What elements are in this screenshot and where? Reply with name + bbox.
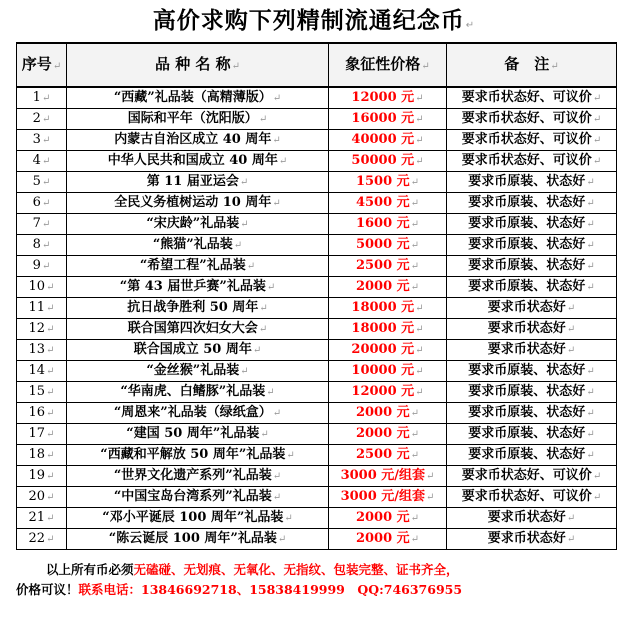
cell-price: 18000 元↵ [329, 319, 447, 340]
paragraph-mark-icon: ↵ [410, 177, 420, 188]
table-row [17, 109, 617, 130]
cell-price: 2000 元↵ [329, 277, 447, 298]
cell-no: 5↵ [17, 172, 67, 193]
cell-price: 12000 元↵ [329, 87, 447, 109]
cell-no: 1↵ [17, 87, 67, 109]
cell-note: 要求币原装、状态好↵ [447, 361, 617, 382]
paragraph-mark-icon: ↵ [46, 282, 55, 293]
cell-name: “希望工程”礼品装↵ [67, 256, 329, 277]
paragraph-mark-icon: ↵ [421, 60, 430, 72]
table-row [17, 340, 617, 361]
paragraph-mark-icon: ↵ [272, 492, 282, 503]
paragraph-mark-icon: ↵ [415, 93, 424, 104]
footer-note [16, 560, 616, 600]
paragraph-mark-icon: ↵ [52, 60, 62, 72]
table-row [17, 445, 617, 466]
paragraph-mark-icon: ↵ [260, 429, 269, 440]
cell-note: 要求币原装、状态好↵ [447, 214, 617, 235]
table-row [17, 214, 617, 235]
paragraph-mark-icon: ↵ [286, 450, 295, 461]
cell-note: 要求币原装、状态好↵ [447, 277, 617, 298]
paragraph-mark-icon: ↵ [272, 471, 282, 482]
paragraph-mark-icon: ↵ [46, 366, 55, 377]
footer-negotiable: 价格可议！ [16, 582, 79, 597]
cell-name: “西藏”礼品装（高精薄版）↵ [67, 87, 329, 109]
header-no: 序号↵ [17, 43, 67, 87]
paragraph-mark-icon: ↵ [415, 114, 424, 125]
paragraph-mark-icon: ↵ [566, 324, 576, 335]
cell-note: 要求币状态好↵ [447, 340, 617, 361]
paragraph-mark-icon: ↵ [272, 198, 281, 209]
cell-note: 要求币原装、状态好↵ [447, 445, 617, 466]
paragraph-mark-icon: ↵ [592, 135, 602, 146]
table-row [17, 403, 617, 424]
paragraph-mark-icon: ↵ [586, 198, 595, 209]
paragraph-mark-icon: ↵ [410, 513, 420, 524]
paragraph-mark-icon: ↵ [586, 261, 595, 272]
paragraph-mark-icon: ↵ [465, 20, 476, 31]
paragraph-mark-icon: ↵ [410, 282, 420, 293]
header-note: 备 注↵ [447, 43, 617, 87]
paragraph-mark-icon: ↵ [278, 156, 288, 167]
paragraph-mark-icon: ↵ [586, 366, 595, 377]
paragraph-mark-icon: ↵ [410, 534, 420, 545]
cell-no: 8↵ [17, 235, 67, 256]
cell-price: 5000 元↵ [329, 235, 447, 256]
cell-price: 3000 元/组套↵ [329, 487, 447, 508]
paragraph-mark-icon: ↵ [46, 408, 55, 419]
table-row [17, 235, 617, 256]
cell-note: 要求币状态好、可议价↵ [447, 151, 617, 172]
cell-price: 10000 元↵ [329, 361, 447, 382]
table-row [17, 508, 617, 529]
cell-name: “第 43 届世乒赛”礼品装↵ [67, 277, 329, 298]
paragraph-mark-icon: ↵ [586, 450, 595, 461]
paragraph-mark-icon: ↵ [410, 240, 420, 251]
paragraph-mark-icon: ↵ [258, 324, 268, 335]
footer-contact: 联系电话：13846692718、15838419999 QQ:746376955 [78, 582, 463, 597]
cell-note: 要求币状态好、可议价↵ [447, 87, 617, 109]
paragraph-mark-icon: ↵ [46, 324, 55, 335]
cell-name: “金丝猴”礼品装↵ [67, 361, 329, 382]
cell-note: 要求币原装、状态好↵ [447, 235, 617, 256]
paragraph-mark-icon: ↵ [415, 387, 424, 398]
table-row [17, 87, 617, 109]
cell-note: 要求币状态好、可议价↵ [447, 466, 617, 487]
paragraph-mark-icon: ↵ [41, 177, 51, 188]
cell-no: 6↵ [17, 193, 67, 214]
cell-name: “邓小平诞辰 100 周年”礼品装↵ [67, 508, 329, 529]
cell-price: 18000 元↵ [329, 298, 447, 319]
cell-note: 要求币状态好↵ [447, 298, 617, 319]
table-row [17, 382, 617, 403]
cell-note: 要求币原装、状态好↵ [447, 382, 617, 403]
cell-price: 2500 元↵ [329, 445, 447, 466]
cell-name: 内蒙古自治区成立 40 周年↵ [67, 130, 329, 151]
cell-name: 联合国第四次妇女大会↵ [67, 319, 329, 340]
cell-note: 要求币状态好、可议价↵ [447, 109, 617, 130]
paragraph-mark-icon: ↵ [410, 198, 420, 209]
paragraph-mark-icon: ↵ [46, 492, 55, 503]
cell-note: 要求币状态好、可议价↵ [447, 487, 617, 508]
cell-name: “华南虎、白鳍豚”礼品装↵ [67, 382, 329, 403]
cell-name: “熊猫”礼品装↵ [67, 235, 329, 256]
paragraph-mark-icon: ↵ [46, 345, 55, 356]
cell-no: 11↵ [17, 298, 67, 319]
paragraph-mark-icon: ↵ [586, 429, 595, 440]
cell-no: 4↵ [17, 151, 67, 172]
table-row [17, 529, 617, 550]
paragraph-mark-icon: ↵ [592, 471, 602, 482]
cell-no: 3↵ [17, 130, 67, 151]
cell-note: 要求币原装、状态好↵ [447, 256, 617, 277]
paragraph-mark-icon: ↵ [46, 450, 55, 461]
cell-name: 全民义务植树运动 10 周年↵ [67, 193, 329, 214]
cell-note: 要求币原装、状态好↵ [447, 193, 617, 214]
cell-price: 2000 元↵ [329, 424, 447, 445]
cell-no: 21↵ [17, 508, 67, 529]
paragraph-mark-icon: ↵ [586, 408, 595, 419]
cell-name: 抗日战争胜利 50 周年↵ [67, 298, 329, 319]
paragraph-mark-icon: ↵ [415, 156, 424, 167]
footer-line-2 [16, 580, 616, 600]
cell-no: 16↵ [17, 403, 67, 424]
cell-name: “周恩来”礼品装（绿纸盒）↵ [67, 403, 329, 424]
paragraph-mark-icon: ↵ [41, 198, 51, 209]
cell-price: 40000 元↵ [329, 130, 447, 151]
paragraph-mark-icon: ↵ [415, 303, 424, 314]
paragraph-mark-icon: ↵ [246, 261, 256, 272]
cell-price: 3000 元/组套↵ [329, 466, 447, 487]
page-title [0, 4, 628, 38]
cell-name: “陈云诞辰 100 周年”礼品装↵ [67, 529, 329, 550]
cell-price: 4500 元↵ [329, 193, 447, 214]
footer-line-1 [16, 560, 616, 580]
paragraph-mark-icon: ↵ [415, 345, 424, 356]
paragraph-mark-icon: ↵ [410, 408, 420, 419]
cell-name: “宋庆龄”礼品装↵ [67, 214, 329, 235]
paragraph-mark-icon: ↵ [586, 177, 595, 188]
paragraph-mark-icon: ↵ [426, 471, 435, 482]
table-row [17, 130, 617, 151]
paragraph-mark-icon: ↵ [592, 156, 602, 167]
cell-name: 国际和平年（沈阳版）↵ [67, 109, 329, 130]
paragraph-mark-icon: ↵ [231, 60, 241, 72]
table-header-row [17, 43, 617, 87]
paragraph-mark-icon: ↵ [586, 387, 595, 398]
paragraph-mark-icon: ↵ [415, 324, 424, 335]
cell-name: 中华人民共和国成立 40 周年↵ [67, 151, 329, 172]
cell-note: 要求币状态好↵ [447, 529, 617, 550]
cell-name: “中国宝岛台湾系列”礼品装↵ [67, 487, 329, 508]
cell-name: “建国 50 周年”礼品装↵ [67, 424, 329, 445]
paragraph-mark-icon: ↵ [586, 240, 595, 251]
paragraph-mark-icon: ↵ [259, 303, 268, 314]
cell-no: 13↵ [17, 340, 67, 361]
table-row [17, 151, 617, 172]
coin-list-table [16, 42, 617, 550]
cell-note: 要求币原装、状态好↵ [447, 424, 617, 445]
paragraph-mark-icon: ↵ [41, 93, 51, 104]
table-row [17, 424, 617, 445]
cell-name: 第 11 届亚运会↵ [67, 172, 329, 193]
paragraph-mark-icon: ↵ [566, 534, 576, 545]
title-text: 高价求购下列精制流通纪念币 [152, 8, 465, 34]
cell-price: 12000 元↵ [329, 382, 447, 403]
table-row [17, 298, 617, 319]
paragraph-mark-icon: ↵ [586, 219, 595, 230]
paragraph-mark-icon: ↵ [410, 219, 420, 230]
cell-price: 2000 元↵ [329, 508, 447, 529]
table-row [17, 361, 617, 382]
paragraph-mark-icon: ↵ [566, 513, 576, 524]
paragraph-mark-icon: ↵ [410, 261, 420, 272]
cell-price: 2500 元↵ [329, 256, 447, 277]
cell-price: 1500 元↵ [329, 172, 447, 193]
paragraph-mark-icon: ↵ [240, 219, 249, 230]
paragraph-mark-icon: ↵ [46, 429, 55, 440]
paragraph-mark-icon: ↵ [41, 219, 51, 230]
paragraph-mark-icon: ↵ [410, 450, 420, 461]
cell-no: 15↵ [17, 382, 67, 403]
cell-no: 19↵ [17, 466, 67, 487]
paragraph-mark-icon: ↵ [415, 135, 424, 146]
cell-no: 2↵ [17, 109, 67, 130]
table-row [17, 319, 617, 340]
paragraph-mark-icon: ↵ [46, 471, 55, 482]
paragraph-mark-icon: ↵ [233, 240, 243, 251]
paragraph-mark-icon: ↵ [239, 177, 249, 188]
table-row [17, 277, 617, 298]
cell-no: 9↵ [17, 256, 67, 277]
table-row [17, 256, 617, 277]
paragraph-mark-icon: ↵ [284, 513, 293, 524]
cell-no: 22↵ [17, 529, 67, 550]
header-name: 品 种 名 称↵ [67, 43, 329, 87]
cell-no: 20↵ [17, 487, 67, 508]
paragraph-mark-icon: ↵ [258, 114, 268, 125]
paragraph-mark-icon: ↵ [41, 240, 51, 251]
paragraph-mark-icon: ↵ [41, 135, 51, 146]
table-row [17, 193, 617, 214]
cell-price: 16000 元↵ [329, 109, 447, 130]
cell-name: “西藏和平解放 50 周年”礼品装↵ [67, 445, 329, 466]
footer-requirement-prefix: 以上所有币必须 [46, 562, 134, 577]
table-row [17, 172, 617, 193]
cell-no: 12↵ [17, 319, 67, 340]
cell-note: 要求币原装、状态好↵ [447, 172, 617, 193]
paragraph-mark-icon: ↵ [46, 303, 55, 314]
paragraph-mark-icon: ↵ [46, 513, 55, 524]
cell-note: 要求币状态好、可议价↵ [447, 130, 617, 151]
cell-note: 要求币状态好↵ [447, 508, 617, 529]
paragraph-mark-icon: ↵ [266, 282, 276, 293]
cell-no: 14↵ [17, 361, 67, 382]
cell-no: 10↵ [17, 277, 67, 298]
cell-price: 20000 元↵ [329, 340, 447, 361]
paragraph-mark-icon: ↵ [410, 429, 420, 440]
paragraph-mark-icon: ↵ [46, 387, 55, 398]
paragraph-mark-icon: ↵ [592, 114, 602, 125]
cell-no: 7↵ [17, 214, 67, 235]
paragraph-mark-icon: ↵ [426, 492, 435, 503]
footer-requirements: 无磕碰、无划痕、无氧化、无指纹、包装完整、证书齐全， [133, 562, 459, 577]
paragraph-mark-icon: ↵ [415, 366, 424, 377]
cell-no: 17↵ [17, 424, 67, 445]
cell-note: 要求币原装、状态好↵ [447, 403, 617, 424]
cell-price: 1600 元↵ [329, 214, 447, 235]
paragraph-mark-icon: ↵ [592, 93, 602, 104]
cell-price: 2000 元↵ [329, 529, 447, 550]
cell-no: 18↵ [17, 445, 67, 466]
paragraph-mark-icon: ↵ [240, 366, 249, 377]
paragraph-mark-icon: ↵ [266, 387, 275, 398]
paragraph-mark-icon: ↵ [566, 345, 576, 356]
table-row [17, 466, 617, 487]
paragraph-mark-icon: ↵ [41, 156, 51, 167]
table-row [17, 487, 617, 508]
paragraph-mark-icon: ↵ [272, 93, 282, 104]
paragraph-mark-icon: ↵ [41, 114, 51, 125]
paragraph-mark-icon: ↵ [252, 345, 262, 356]
cell-price: 2000 元↵ [329, 403, 447, 424]
paragraph-mark-icon: ↵ [272, 135, 281, 146]
paragraph-mark-icon: ↵ [272, 408, 282, 419]
paragraph-mark-icon: ↵ [566, 303, 576, 314]
cell-name: “世界文化遗产系列”礼品装↵ [67, 466, 329, 487]
paragraph-mark-icon: ↵ [41, 261, 51, 272]
paragraph-mark-icon: ↵ [550, 60, 559, 72]
paragraph-mark-icon: ↵ [46, 534, 55, 545]
cell-price: 50000 元↵ [329, 151, 447, 172]
table-body [17, 87, 617, 550]
cell-note: 要求币状态好↵ [447, 319, 617, 340]
paragraph-mark-icon: ↵ [592, 492, 602, 503]
paragraph-mark-icon: ↵ [277, 534, 287, 545]
paragraph-mark-icon: ↵ [586, 282, 595, 293]
cell-name: 联合国成立 50 周年↵ [67, 340, 329, 361]
header-price: 象征性价格↵ [329, 43, 447, 87]
